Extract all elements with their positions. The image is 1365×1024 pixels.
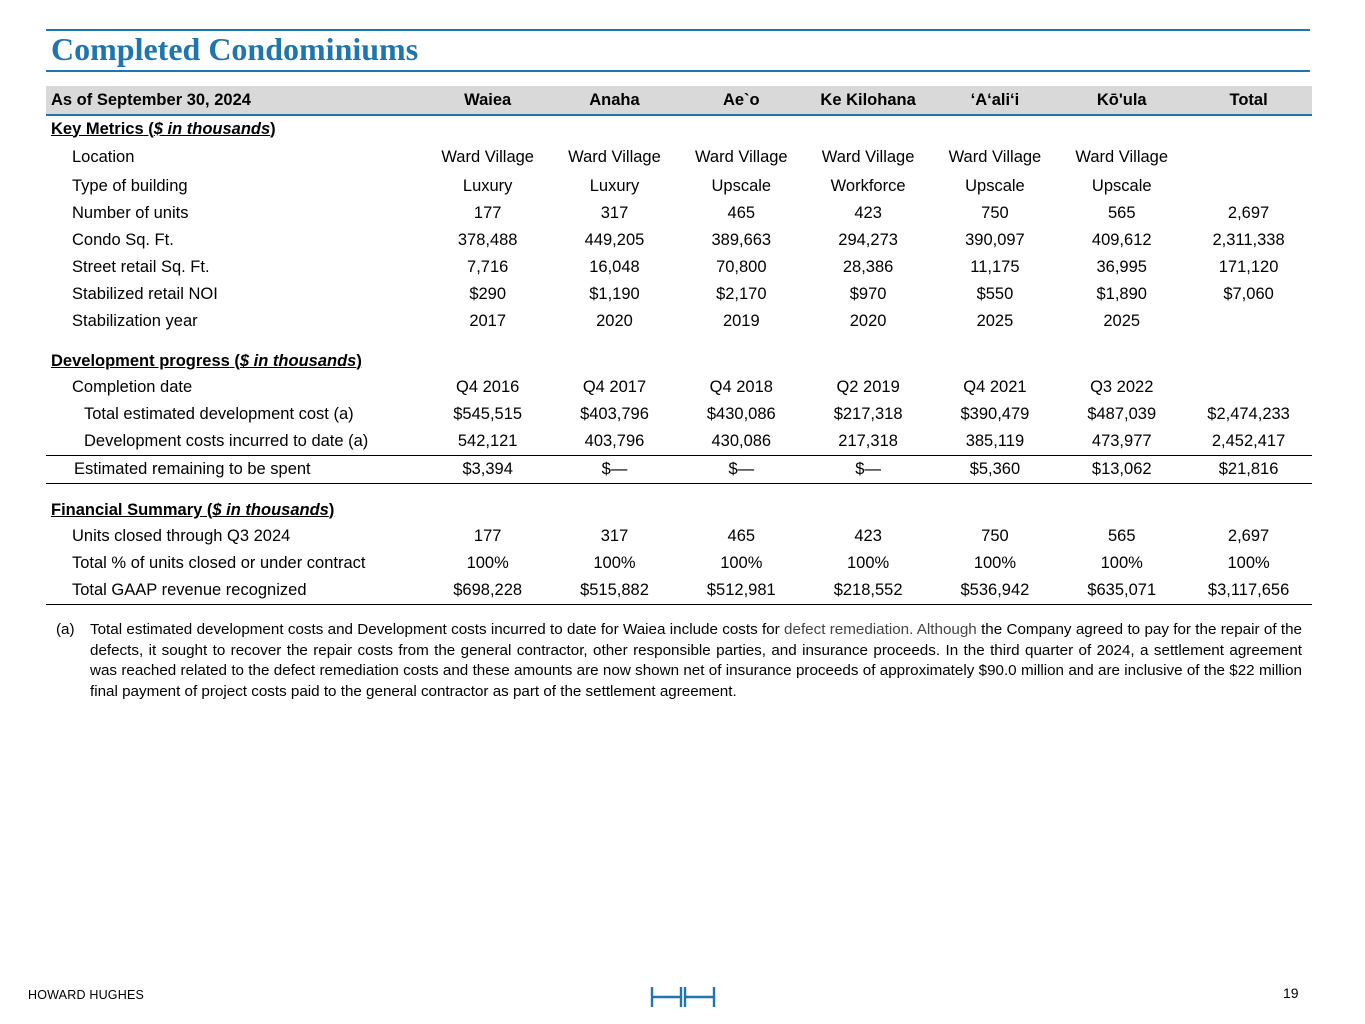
section-heading: Financial Summary ($ in thousands) (51, 501, 335, 519)
page-title: Completed Condominiums (51, 31, 419, 67)
row-value: 750 (981, 527, 1009, 545)
row-value: 28,386 (842, 258, 894, 276)
row-value: 449,205 (584, 231, 645, 249)
row-value: $7,060 (1223, 285, 1274, 303)
row-value: 100% (973, 554, 1017, 572)
table-row (46, 200, 1312, 227)
row-value: 542,121 (457, 432, 518, 450)
row-value: Q3 2022 (1090, 378, 1154, 396)
footnote (56, 620, 1302, 702)
row-value: 2017 (469, 312, 507, 330)
row-value: Q4 2016 (456, 378, 520, 396)
row-value: 2020 (596, 312, 633, 330)
row-label: Stabilized retail NOI (72, 285, 218, 303)
title-bottom-rule (46, 70, 1310, 72)
table-row (46, 428, 1312, 456)
row-value: 423 (854, 527, 882, 545)
row-value: $2,474,233 (1207, 405, 1290, 423)
row-value: 2020 (849, 312, 887, 330)
table-row (46, 401, 1312, 428)
row-value: 2025 (976, 312, 1014, 330)
section-title: Financial Summary (51, 501, 203, 519)
section-unit-note: $ in thousands (239, 352, 357, 370)
header-total: Total (1185, 86, 1312, 115)
row-value: Upscale (711, 177, 772, 195)
row-value: 2,452,417 (1211, 432, 1286, 450)
row-value: 565 (1107, 527, 1136, 545)
row-value (1185, 173, 1312, 200)
row-value: 750 (981, 204, 1009, 222)
row-value: $545,515 (453, 405, 523, 423)
row-value: 430,086 (711, 432, 772, 450)
row-value: 177 (473, 527, 502, 545)
section-heading-row (46, 484, 1312, 524)
row-value: 385,119 (965, 432, 1025, 450)
row-value: 565 (1107, 204, 1136, 222)
row-value: Ward Village (948, 148, 1042, 166)
row-value: 7,716 (467, 258, 509, 276)
row-value: Ward Village (568, 148, 661, 166)
row-value: Q4 2017 (582, 378, 647, 396)
row-value: 100% (720, 554, 763, 572)
section-title: Development progress (51, 352, 230, 370)
row-value: 100% (1227, 554, 1270, 572)
row-value: 409,612 (1091, 231, 1152, 249)
row-value: 2025 (1103, 312, 1141, 330)
table-row (46, 308, 1312, 335)
section-heading-row (46, 115, 1312, 142)
row-value: 16,048 (589, 258, 640, 276)
row-value: 217,318 (838, 432, 898, 450)
section-unit-note: $ in thousands (212, 501, 329, 519)
table-row (46, 456, 1312, 484)
row-value: $1,890 (1096, 285, 1147, 303)
row-value: $487,039 (1087, 405, 1157, 423)
table-row (46, 550, 1312, 577)
row-value: 294,273 (838, 231, 898, 249)
row-value: $1,190 (589, 285, 640, 303)
row-value: 2019 (722, 312, 760, 330)
row-label: Stabilization year (72, 312, 198, 330)
footnote-text-part: defect remediation. Although (784, 621, 977, 638)
row-value: 473,977 (1091, 432, 1152, 450)
row-value: Upscale (965, 177, 1025, 195)
row-value: 177 (473, 204, 502, 222)
row-value: $512,981 (678, 577, 805, 605)
row-value: 36,995 (1096, 258, 1147, 276)
row-value: $— (678, 456, 805, 484)
row-label: Location (72, 148, 135, 166)
row-label: Condo Sq. Ft. (72, 231, 174, 249)
header-aalii: ‘A‘ali‘i (932, 86, 1059, 115)
header-ke-kilohana: Ke Kilohana (805, 86, 932, 115)
row-value: 100% (847, 554, 890, 572)
row-value: $13,062 (1058, 456, 1185, 484)
page-number: 19 (1283, 985, 1299, 1001)
row-value: $290 (469, 285, 507, 303)
row-label: Estimated remaining to be spent (46, 456, 424, 484)
row-value: 423 (854, 204, 882, 222)
row-value: $635,071 (1058, 577, 1185, 605)
section-heading: Development progress ($ in thousands) (51, 352, 362, 370)
row-value: $515,882 (551, 577, 678, 605)
row-value (1185, 308, 1312, 335)
row-value: $— (551, 456, 678, 484)
row-value: $536,942 (932, 577, 1059, 605)
footnote-text (90, 620, 1302, 702)
row-value: 390,097 (965, 231, 1025, 249)
section-unit-note: $ in thousands (153, 119, 271, 138)
row-value: $390,479 (960, 405, 1030, 423)
row-value: 100% (466, 554, 509, 572)
header-aeo: Ae`o (678, 86, 805, 115)
section-heading-row (46, 335, 1312, 374)
row-value: $3,394 (424, 456, 551, 484)
row-value: Q2 2019 (836, 378, 900, 396)
row-value: 171,120 (1218, 258, 1279, 276)
section-heading: Key Metrics ($ in thousands) (51, 119, 276, 138)
row-value (1185, 142, 1312, 173)
table-row (46, 281, 1312, 308)
row-value: Luxury (589, 177, 640, 195)
row-value: 465 (727, 527, 756, 545)
header-koula: Kō'ula (1058, 86, 1185, 115)
row-value: $— (805, 456, 932, 484)
row-value: 465 (727, 204, 756, 222)
table-row (46, 374, 1312, 401)
row-value: Luxury (462, 177, 513, 195)
row-value: 403,796 (584, 432, 645, 450)
row-value: Workforce (830, 177, 906, 195)
row-value: 2,697 (1227, 204, 1270, 222)
row-label: Development costs incurred to date (a) (84, 432, 369, 450)
row-value: Ward Village (1075, 148, 1169, 166)
row-label: Completion date (72, 378, 193, 396)
row-value: 378,488 (457, 231, 518, 249)
row-value: Q4 2018 (709, 378, 773, 396)
header-waiea: Waiea (424, 86, 551, 115)
section-title: Key Metrics (51, 119, 144, 138)
row-value: $5,360 (932, 456, 1059, 484)
row-value: Q4 2021 (963, 378, 1027, 396)
row-label: Number of units (72, 204, 189, 222)
row-value: $3,117,656 (1185, 577, 1312, 605)
table-row (46, 523, 1312, 550)
table-row (46, 577, 1312, 605)
table-row (46, 173, 1312, 200)
table-row (46, 227, 1312, 254)
row-value: $2,170 (716, 285, 767, 303)
company-name: HOWARD HUGHES (28, 988, 145, 1002)
footnote-text-part: Total estimated development costs and Development costs incurred to date for Waiea include costs for (90, 621, 785, 638)
row-label: Units closed through Q3 2024 (72, 527, 291, 545)
row-value: 100% (1100, 554, 1143, 572)
row-value: $430,086 (706, 405, 776, 423)
row-value: 100% (593, 554, 636, 572)
row-value: 317 (600, 204, 629, 222)
row-value: Upscale (1091, 177, 1152, 195)
row-value: $550 (976, 285, 1014, 303)
table-row (46, 254, 1312, 281)
row-value: $698,228 (424, 577, 551, 605)
footnote-marker: (a) (56, 621, 75, 638)
row-label: Street retail Sq. Ft. (72, 258, 210, 276)
row-value: $217,318 (833, 405, 903, 423)
row-value: 11,175 (970, 258, 1020, 276)
header-as-of: As of September 30, 2024 (46, 86, 424, 115)
hh-logo-icon (650, 985, 716, 1009)
header-anaha: Anaha (551, 86, 678, 115)
row-value: 389,663 (711, 231, 772, 249)
row-value: $21,816 (1185, 456, 1312, 484)
row-value: Ward Village (821, 148, 915, 166)
row-value (1185, 374, 1312, 401)
row-value: 2,311,338 (1212, 231, 1285, 249)
row-label: Type of building (72, 177, 188, 195)
row-value: $403,796 (580, 405, 649, 423)
row-value: 70,800 (716, 258, 767, 276)
table-header-row (46, 86, 1312, 115)
row-label: Total GAAP revenue recognized (46, 577, 424, 605)
footnote-text-part: the Company agreed to pay for the repair of the defects, it sought to recover the repair costs from the general contractor, other responsible parties, and insurance proceeds. In the third quarter of 2024, a settlement agreement was reached related to the defect remediation costs and these amounts are now shown net of insurance proceeds of approximately $90.0 million and are inclusive of the $22 million final payment of project costs paid to the general contractor as part of the settlement agreement. (90, 621, 1302, 700)
row-value: Ward Village (694, 148, 788, 166)
row-value: Ward Village (441, 148, 534, 166)
row-label: Total estimated development cost (a) (84, 405, 354, 423)
condominiums-table (46, 86, 1312, 605)
row-value: $218,552 (805, 577, 932, 605)
row-value: 2,697 (1227, 527, 1270, 545)
table-row (46, 142, 1312, 173)
row-value: $970 (849, 285, 887, 303)
row-value: 317 (600, 527, 629, 545)
row-label: Total % of units closed or under contract (72, 554, 366, 572)
